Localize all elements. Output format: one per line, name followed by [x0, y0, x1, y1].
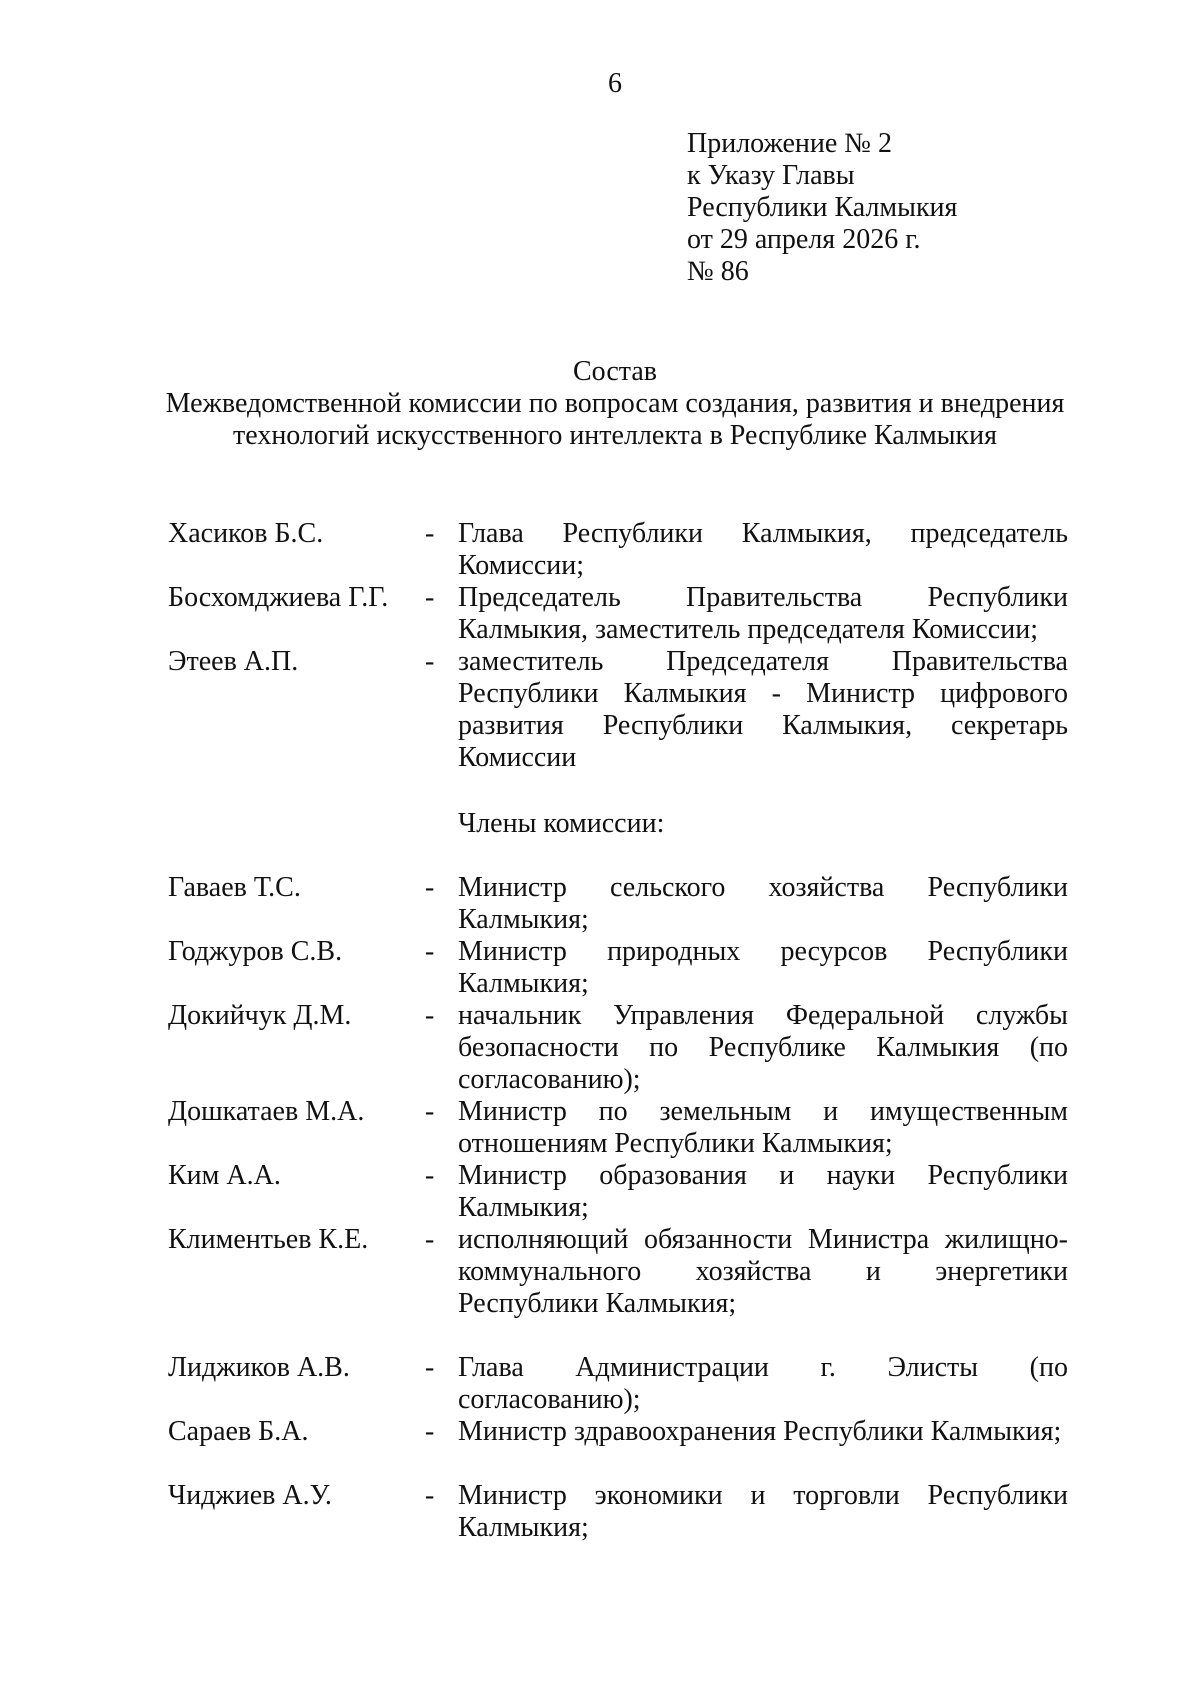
- member-name: Докийчук Д.М.: [168, 1000, 352, 1031]
- members-list: [168, 872, 1068, 1544]
- member-role: Министр природных ресурсов Республики Калмыкия;: [458, 936, 1068, 999]
- member-name: Климентьев К.Е.: [168, 1224, 369, 1255]
- member-role: исполняющий обязанности Министра жилищно-коммунального хозяйства и энергетики Республики Калмыкия;: [458, 1224, 1068, 1319]
- member-name: Чиджиев А.У.: [168, 1480, 332, 1511]
- member-name: Ким А.А.: [168, 1160, 281, 1191]
- member-name: Годжуров С.В.: [168, 936, 343, 967]
- member-name: Гаваев Т.С.: [168, 872, 301, 903]
- member-name: Дошкатаев М.А.: [168, 1096, 365, 1127]
- members-label: Члены комиссии:: [458, 808, 665, 839]
- list-item: [168, 872, 1068, 936]
- member-dash: -: [425, 1224, 435, 1255]
- list-item: [168, 1224, 1068, 1352]
- title-line-2: Межведомственной комиссии по вопросам создания, развития и внедрения: [165, 388, 1065, 419]
- member-role: Глава Администрации г. Элисты (по согласованию);: [458, 1352, 1068, 1415]
- member-role: Министр образования и науки Республики Калмыкия;: [458, 1160, 1068, 1223]
- member-dash: -: [425, 1416, 435, 1447]
- list-item: [168, 1352, 1068, 1416]
- member-name: Лиджиков А.В.: [168, 1352, 350, 1383]
- list-item: [168, 1096, 1068, 1160]
- leadership-list: [168, 518, 1068, 774]
- member-role: Министр экономики и торговли Республики Калмыкия;: [458, 1480, 1068, 1543]
- list-item: [168, 1000, 1068, 1096]
- appendix-line-2: к Указу Главы: [687, 160, 855, 191]
- member-name: Этеев А.П.: [168, 646, 299, 677]
- document-title: [120, 356, 1110, 452]
- member-role: заместитель Председателя Правительства Республики Калмыкия - Министр цифрового развития Республики Калмыкия, секретарь Комиссии: [458, 646, 1068, 773]
- appendix-line-3: Республики Калмыкия: [687, 192, 958, 223]
- member-name: Сараев Б.А.: [168, 1416, 309, 1447]
- list-item: [168, 1480, 1068, 1544]
- list-item: [168, 518, 1068, 582]
- list-item: [168, 936, 1068, 1000]
- member-dash: -: [425, 1480, 435, 1511]
- member-role: Председатель Правительства Республики Калмыкия, заместитель председателя Комиссии;: [458, 582, 1068, 645]
- list-item: [168, 1416, 1068, 1480]
- title-line-3: технологий искусственного интеллекта в Республике Калмыкия: [233, 420, 997, 451]
- member-dash: -: [425, 1096, 435, 1127]
- appendix-line-4: от 29 апреля 2026 г.: [687, 224, 921, 255]
- member-dash: -: [425, 1160, 435, 1191]
- list-item: [168, 646, 1068, 774]
- member-dash: -: [425, 518, 435, 549]
- member-dash: -: [425, 1000, 435, 1031]
- member-role: Министр здравоохранения Республики Калмыкия;: [458, 1416, 1062, 1447]
- member-dash: -: [425, 1352, 435, 1383]
- member-role: начальник Управления Федеральной службы безопасности по Республике Калмыкия (по согласованию);: [458, 1000, 1068, 1095]
- member-dash: -: [425, 582, 435, 613]
- page-number: 6: [608, 68, 622, 99]
- member-name: Босхомджиева Г.Г.: [168, 582, 389, 613]
- member-dash: -: [425, 936, 435, 967]
- appendix-line-5: № 86: [687, 256, 749, 287]
- member-dash: -: [425, 872, 435, 903]
- member-dash: -: [425, 646, 435, 677]
- member-role: Министр сельского хозяйства Республики Калмыкия;: [458, 872, 1068, 935]
- list-item: [168, 1160, 1068, 1224]
- member-role: Министр по земельным и имущественным отношениям Республики Калмыкия;: [458, 1096, 1068, 1159]
- member-role: Глава Республики Калмыкия, председатель Комиссии;: [458, 518, 1068, 581]
- member-name: Хасиков Б.С.: [168, 518, 324, 549]
- appendix-header: [687, 128, 1167, 288]
- title-line-1: Состав: [572, 356, 658, 387]
- appendix-line-1: Приложение № 2: [687, 128, 892, 159]
- list-item: [168, 582, 1068, 646]
